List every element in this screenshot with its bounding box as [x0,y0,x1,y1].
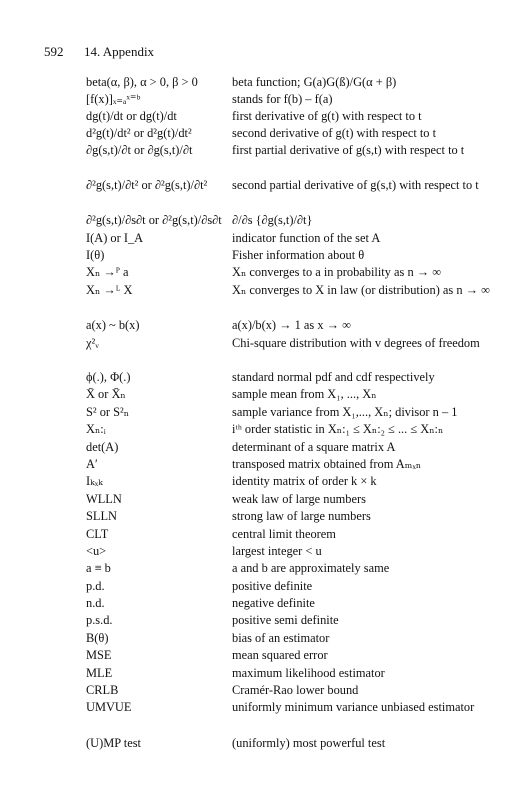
notation-symbol: <u> [86,544,107,558]
notation-symbol: WLLN [86,492,122,506]
notation-description: mean squared error [232,648,328,662]
notation-description: Cramér-Rao lower bound [232,683,359,697]
notation-description: largest integer < u [232,544,322,558]
notation-description: Xₙ converges to a in probability as n → ∞ [232,265,442,279]
notation-symbol: S² or S²ₙ [86,405,130,419]
notation-symbol: p.s.d. [86,613,113,627]
notation-description: second derivative of g(t) with respect to t [232,126,437,140]
notation-symbol: X̄ or X̄ₙ [86,387,126,401]
notation-symbol: χ²ᵥ [86,336,99,350]
notation-description: sample variance from X₁,..., Xₙ; divisor n – 1 [232,405,458,419]
notation-symbol: I(A) or I_A [86,231,144,245]
notation-symbol: Xₙ →ᴸ X [86,283,133,297]
notation-description: uniformly minimum variance unbiased estimator [232,700,475,714]
notation-description: central limit theorem [232,527,336,541]
notation-symbol: (U)MP test [86,736,141,750]
notation-description: positive definite [232,579,313,593]
notation-symbol: MSE [86,648,112,662]
notation-description: second partial derivative of g(s,t) with respect to t [232,178,479,192]
notation-symbol: Xₙ:ᵢ [86,422,106,436]
notation-description: sample mean from X₁, ..., Xₙ [232,387,377,401]
notation-symbol: det(A) [86,440,119,454]
notation-symbol: I(θ) [86,248,105,262]
notation-symbol: CLT [86,527,109,541]
notation-symbol: p.d. [86,579,105,593]
notation-symbol: dg(t)/dt or dg(t)/dt [86,109,177,123]
notation-symbol: MLE [86,666,113,680]
notation-description: (uniformly) most powerful test [232,736,386,750]
notation-description: a(x)/b(x) → 1 as x → ∞ [232,318,351,332]
notation-symbol: a(x) ~ b(x) [86,318,140,332]
notation-symbol: ∂²g(s,t)/∂t² or ∂²g(s,t)/∂t² [86,178,208,192]
notation-description: first derivative of g(t) with respect to t [232,109,422,123]
notation-description: stands for f(b) – f(a) [232,92,333,106]
notation-symbol: B(θ) [86,631,109,645]
notation-symbol: beta(α, β), α > 0, β > 0 [86,75,198,89]
notation-description: weak law of large numbers [232,492,366,506]
notation-description: iᵗʰ order statistic in Xₙ:₁ ≤ Xₙ:₂ ≤ ... ≤ Xₙ:ₙ [232,422,444,436]
notation-description: indicator function of the set A [232,231,381,245]
notation-symbol: A′ [86,457,98,471]
notation-description: Fisher information about θ [232,248,365,262]
page-number: 592 [44,44,64,59]
notation-description: first partial derivative of g(s,t) with respect to t [232,143,465,157]
notation-description: transposed matrix obtained from Aₘₓₙ [232,457,422,471]
notation-description: bias of an estimator [232,631,330,645]
notation-description: Chi-square distribution with v degrees of freedom [232,336,480,350]
notation-description: standard normal pdf and cdf respectively [232,370,435,384]
notation-symbol: SLLN [86,509,117,523]
notation-symbol: d²g(t)/dt² or d²g(t)/dt² [86,126,192,140]
notation-symbol: n.d. [86,596,105,610]
notation-symbol: UMVUE [86,700,132,714]
notation-symbol: CRLB [86,683,119,697]
notation-description: a and b are approximately same [232,561,390,575]
notation-symbol: Xₙ →ᴾ a [86,265,129,279]
notation-description: negative definite [232,596,315,610]
notation-symbol: a ≡ b [86,561,111,575]
notation-symbol: ∂g(s,t)/∂t or ∂g(s,t)/∂t [86,143,193,157]
notation-description: strong law of large numbers [232,509,371,523]
notation-symbol: ∂²g(s,t)/∂s∂t or ∂²g(s,t)/∂s∂t [86,213,222,227]
notation-symbol: Iₖₓₖ [86,474,103,488]
notation-symbol: ϕ(.), Φ(.) [86,370,131,384]
notation-description: ∂/∂s {∂g(s,t)/∂t} [232,213,313,227]
notation-description: Xₙ converges to X in law (or distribution) as n → ∞ [232,283,490,297]
notation-description: maximum likelihood estimator [232,666,385,680]
chapter-title: 14. Appendix [84,44,155,59]
notation-symbol: [f(x)]ₓ₌ₐˣ⁼ᵇ [86,92,141,106]
notation-description: determinant of a square matrix A [232,440,396,454]
notation-description: beta function; G(a)G(ß)/G(α + β) [232,75,397,89]
notation-description: identity matrix of order k × k [232,474,377,488]
notation-description: positive semi definite [232,613,339,627]
